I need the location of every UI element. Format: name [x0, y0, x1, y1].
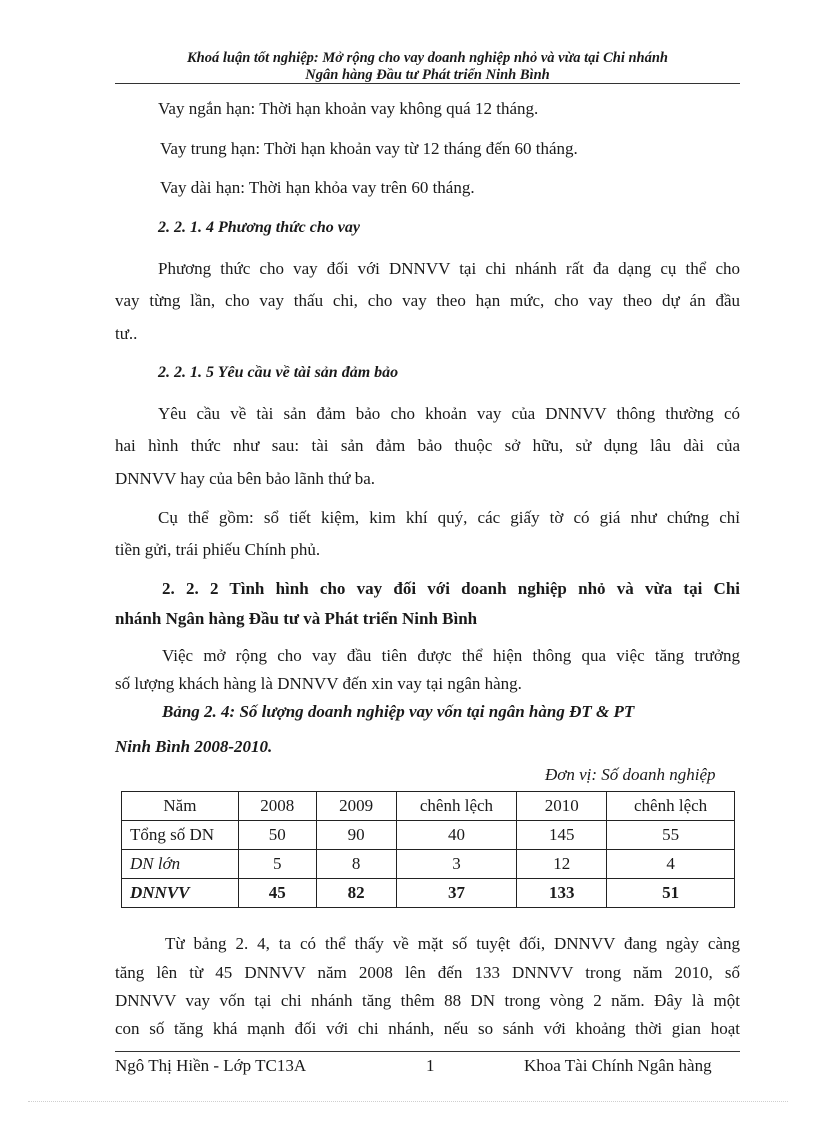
footer-author: Ngô Thị Hiền - Lớp TC13A: [115, 1056, 307, 1075]
table-row: [122, 821, 735, 850]
table-cell: 5: [238, 850, 316, 879]
heading-2215: 2. 2. 1. 5 Yêu cầu về tài sản đảm bảo: [158, 364, 399, 381]
table-cell: 90: [316, 821, 396, 850]
table-row: [122, 850, 735, 879]
collateral-line-1: Yêu cầu về tài sản đảm bảo cho khoản vay của DNNVV thông thường có: [158, 404, 740, 423]
table-header-cell: 2009: [316, 792, 396, 821]
table-cell: 133: [517, 879, 607, 908]
table-cell: 4: [607, 850, 735, 879]
heading-222-line-1: 2. 2. 2 Tình hình cho vay đối với doanh nghiệp nhỏ và vừa tại Chi: [162, 579, 740, 598]
table-cell: 51: [607, 879, 735, 908]
table-cell: Tổng số DN: [122, 821, 239, 850]
header-title-line-1: Khoá luận tốt nghiệp: Mở rộng cho vay doanh nghiệp nhỏ và vừa tại Chi nhánh: [187, 50, 668, 66]
table-cell: 82: [316, 879, 396, 908]
conclusion-line-2: tăng lên từ 45 DNNVV năm 2008 lên đến 133 DNNVV trong năm 2010, số: [115, 963, 740, 982]
expand-line-2: số lượng khách hàng là DNNVV đến xin vay tại ngân hàng.: [115, 674, 522, 693]
table-cell: 145: [517, 821, 607, 850]
methods-line-2: vay từng lần, cho vay thấu chi, cho vay theo hạn mức, cho vay theo dự án đầu: [115, 291, 740, 310]
specific-line-1: Cụ thể gồm: sổ tiết kiệm, kim khí quý, các giấy tờ có giá như chứng chỉ: [158, 508, 740, 527]
heading-222-line-2: nhánh Ngân hàng Đầu tư và Phát triển Ninh Bình: [115, 609, 478, 628]
term-short: Vay ngắn hạn: Thời hạn khoản vay không quá 12 tháng.: [158, 99, 539, 118]
conclusion-line-1: Từ bảng 2. 4, ta có thể thấy về mặt số tuyệt đối, DNNVV đang ngày càng: [165, 934, 740, 953]
expand-line-1: Việc mở rộng cho vay đầu tiên được thể hiện thông qua việc tăng trưởng: [162, 646, 740, 665]
table-cell: 3: [396, 850, 517, 879]
table-cell: 8: [316, 850, 396, 879]
footer-divider: [115, 1051, 740, 1052]
table-cell: 45: [238, 879, 316, 908]
footer-faculty: Khoa Tài Chính Ngân hàng: [524, 1056, 712, 1075]
table-unit: Đơn vị: Số doanh nghiệp: [545, 765, 716, 784]
table-header-cell: chênh lệch: [396, 792, 517, 821]
table-cell: 40: [396, 821, 517, 850]
header-divider: [115, 83, 740, 84]
table-header-cell: 2010: [517, 792, 607, 821]
data-table: [121, 791, 735, 908]
footer-page-number: 1: [426, 1056, 435, 1075]
table-cell: 50: [238, 821, 316, 850]
table-header-cell: chênh lệch: [607, 792, 735, 821]
table-cell: DN lớn: [122, 850, 239, 879]
page-edge-dots: [28, 1101, 788, 1102]
conclusion-line-4: con số tăng khá mạnh đối với chi nhánh, nếu so sánh với khoảng thời gian hoạt: [115, 1019, 740, 1038]
collateral-line-2: hai hình thức như sau: tài sản đảm bảo thuộc sở hữu, sử dụng lâu dài của: [115, 436, 740, 455]
header-title-line-2: Ngân hàng Đầu tư Phát triển Ninh Bình: [305, 67, 550, 83]
conclusion-line-3: DNNVV vay vốn tại chi nhánh tăng thêm 88 DN trong vòng 2 năm. Đây là một: [115, 991, 740, 1010]
heading-2214: 2. 2. 1. 4 Phương thức cho vay: [158, 219, 360, 236]
table-row: [122, 879, 735, 908]
table-title-line-2: Ninh Bình 2008-2010.: [115, 737, 273, 756]
table-cell: 55: [607, 821, 735, 850]
term-long: Vay dài hạn: Thời hạn khỏa vay trên 60 tháng.: [160, 178, 475, 197]
table-cell: 12: [517, 850, 607, 879]
table-cell: DNNVV: [122, 879, 239, 908]
table-header-cell: Năm: [122, 792, 239, 821]
table-cell: 37: [396, 879, 517, 908]
methods-line-1: Phương thức cho vay đối với DNNVV tại chi nhánh rất đa dạng cụ thể cho: [158, 259, 740, 278]
table-header-row: [122, 792, 735, 821]
specific-line-2: tiền gửi, trái phiếu Chính phủ.: [115, 540, 321, 559]
collateral-line-3: DNNVV hay của bên bảo lãnh thứ ba.: [115, 469, 376, 488]
table-title-line-1: Bảng 2. 4: Số lượng doanh nghiệp vay vốn tại ngân hàng ĐT & PT: [162, 702, 635, 721]
term-medium: Vay trung hạn: Thời hạn khoản vay từ 12 tháng đến 60 tháng.: [160, 139, 578, 158]
table-header-cell: 2008: [238, 792, 316, 821]
methods-line-3: tư..: [115, 324, 138, 343]
